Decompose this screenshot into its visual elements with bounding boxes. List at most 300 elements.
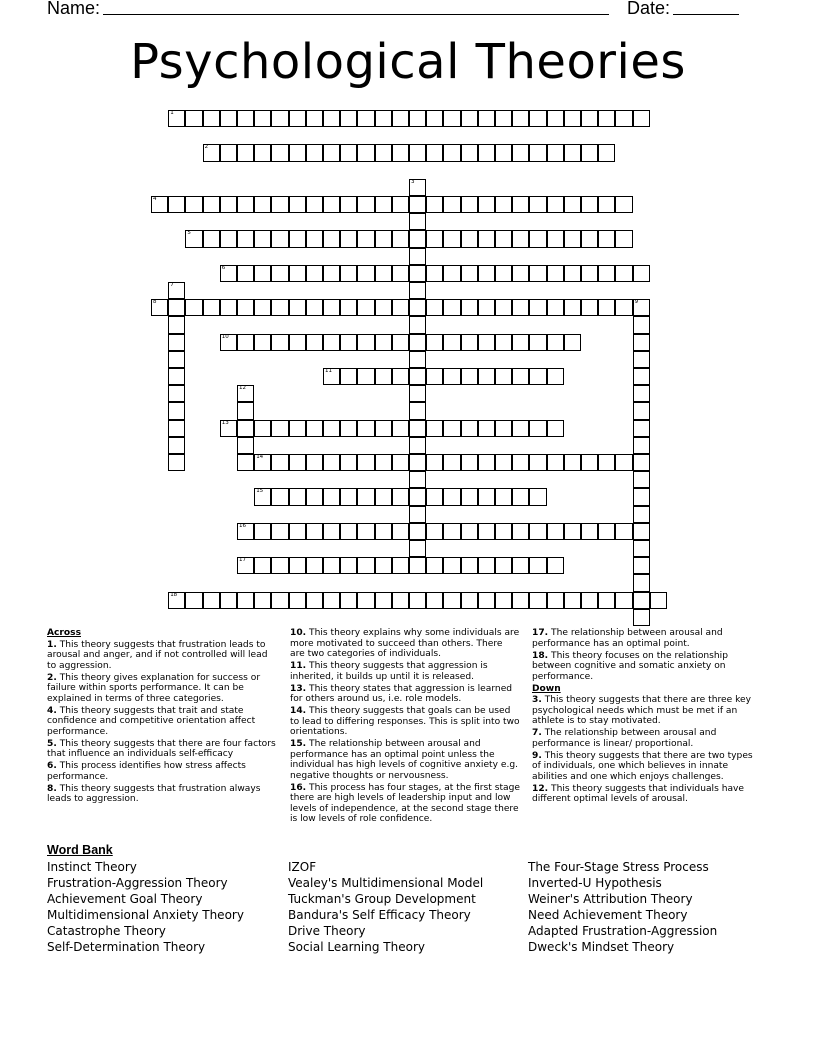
- grid-cell[interactable]: [271, 196, 288, 213]
- grid-cell[interactable]: [168, 334, 185, 351]
- grid-cell[interactable]: [220, 265, 237, 282]
- grid-cell[interactable]: [237, 437, 254, 454]
- grid-cell[interactable]: [254, 230, 271, 247]
- grid-cell[interactable]: [289, 523, 306, 540]
- grid-cell[interactable]: [547, 368, 564, 385]
- grid-cell[interactable]: [409, 351, 426, 368]
- grid-cell[interactable]: [443, 523, 460, 540]
- grid-cell[interactable]: [529, 420, 546, 437]
- grid-cell[interactable]: [581, 454, 598, 471]
- grid-cell[interactable]: [409, 230, 426, 247]
- grid-cell[interactable]: [306, 420, 323, 437]
- grid-cell[interactable]: [409, 454, 426, 471]
- grid-cell[interactable]: [529, 592, 546, 609]
- grid-cell[interactable]: [271, 110, 288, 127]
- grid-cell[interactable]: [220, 420, 237, 437]
- grid-cell[interactable]: [512, 299, 529, 316]
- grid-cell[interactable]: [306, 454, 323, 471]
- grid-cell[interactable]: [289, 265, 306, 282]
- grid-cell[interactable]: [392, 334, 409, 351]
- grid-cell[interactable]: [168, 385, 185, 402]
- grid-cell[interactable]: [254, 110, 271, 127]
- grid-cell[interactable]: [443, 144, 460, 161]
- grid-cell[interactable]: [323, 488, 340, 505]
- grid-cell[interactable]: [495, 196, 512, 213]
- grid-cell[interactable]: [461, 368, 478, 385]
- grid-cell[interactable]: [151, 299, 168, 316]
- grid-cell[interactable]: [564, 230, 581, 247]
- grid-cell[interactable]: [306, 230, 323, 247]
- grid-cell[interactable]: [271, 592, 288, 609]
- grid-cell[interactable]: [615, 230, 632, 247]
- grid-cell[interactable]: [237, 265, 254, 282]
- grid-cell[interactable]: [237, 454, 254, 471]
- grid-cell[interactable]: [168, 110, 185, 127]
- grid-cell[interactable]: [323, 196, 340, 213]
- grid-cell[interactable]: [340, 334, 357, 351]
- grid-cell[interactable]: [289, 299, 306, 316]
- grid-cell[interactable]: [220, 196, 237, 213]
- grid-cell[interactable]: [495, 144, 512, 161]
- grid-cell[interactable]: [478, 230, 495, 247]
- grid-cell[interactable]: [271, 420, 288, 437]
- grid-cell[interactable]: [426, 144, 443, 161]
- grid-cell[interactable]: [409, 471, 426, 488]
- grid-cell[interactable]: [254, 196, 271, 213]
- grid-cell[interactable]: [615, 523, 632, 540]
- grid-cell[interactable]: [289, 144, 306, 161]
- grid-cell[interactable]: [409, 299, 426, 316]
- grid-cell[interactable]: [512, 144, 529, 161]
- grid-cell[interactable]: [461, 299, 478, 316]
- grid-cell[interactable]: [478, 420, 495, 437]
- grid-cell[interactable]: [409, 213, 426, 230]
- grid-cell[interactable]: [237, 420, 254, 437]
- grid-cell[interactable]: [443, 592, 460, 609]
- grid-cell[interactable]: [237, 334, 254, 351]
- grid-cell[interactable]: [340, 454, 357, 471]
- grid-cell[interactable]: [271, 523, 288, 540]
- grid-cell[interactable]: [357, 299, 374, 316]
- grid-cell[interactable]: [271, 557, 288, 574]
- grid-cell[interactable]: [237, 299, 254, 316]
- grid-cell[interactable]: [512, 488, 529, 505]
- grid-cell[interactable]: [168, 402, 185, 419]
- grid-cell[interactable]: [168, 454, 185, 471]
- grid-cell[interactable]: [633, 385, 650, 402]
- grid-cell[interactable]: [409, 437, 426, 454]
- grid-cell[interactable]: [409, 506, 426, 523]
- grid-cell[interactable]: [529, 299, 546, 316]
- grid-cell[interactable]: [633, 523, 650, 540]
- grid-cell[interactable]: [271, 144, 288, 161]
- grid-cell[interactable]: [547, 334, 564, 351]
- grid-cell[interactable]: [375, 420, 392, 437]
- grid-cell[interactable]: [461, 110, 478, 127]
- grid-cell[interactable]: [581, 265, 598, 282]
- grid-cell[interactable]: [564, 299, 581, 316]
- grid-cell[interactable]: [254, 592, 271, 609]
- grid-cell[interactable]: [220, 230, 237, 247]
- grid-cell[interactable]: [323, 420, 340, 437]
- grid-cell[interactable]: [392, 144, 409, 161]
- grid-cell[interactable]: [512, 592, 529, 609]
- grid-cell[interactable]: [254, 488, 271, 505]
- grid-cell[interactable]: [409, 523, 426, 540]
- grid-cell[interactable]: [461, 420, 478, 437]
- grid-cell[interactable]: [512, 557, 529, 574]
- grid-cell[interactable]: [237, 402, 254, 419]
- grid-cell[interactable]: [564, 334, 581, 351]
- grid-cell[interactable]: [633, 351, 650, 368]
- grid-cell[interactable]: [650, 592, 667, 609]
- grid-cell[interactable]: [306, 299, 323, 316]
- grid-cell[interactable]: [323, 110, 340, 127]
- grid-cell[interactable]: [495, 592, 512, 609]
- grid-cell[interactable]: [271, 488, 288, 505]
- grid-cell[interactable]: [375, 110, 392, 127]
- grid-cell[interactable]: [426, 196, 443, 213]
- grid-cell[interactable]: [529, 488, 546, 505]
- grid-cell[interactable]: [392, 110, 409, 127]
- grid-cell[interactable]: [392, 230, 409, 247]
- grid-cell[interactable]: [289, 230, 306, 247]
- grid-cell[interactable]: [306, 592, 323, 609]
- grid-cell[interactable]: [289, 110, 306, 127]
- grid-cell[interactable]: [495, 110, 512, 127]
- grid-cell[interactable]: [581, 110, 598, 127]
- grid-cell[interactable]: [323, 265, 340, 282]
- grid-cell[interactable]: [615, 454, 632, 471]
- grid-cell[interactable]: [409, 420, 426, 437]
- grid-cell[interactable]: [375, 265, 392, 282]
- grid-cell[interactable]: [168, 316, 185, 333]
- grid-cell[interactable]: [392, 368, 409, 385]
- grid-cell[interactable]: [478, 196, 495, 213]
- grid-cell[interactable]: [237, 385, 254, 402]
- grid-cell[interactable]: [203, 110, 220, 127]
- grid-cell[interactable]: [478, 523, 495, 540]
- grid-cell[interactable]: [426, 592, 443, 609]
- grid-cell[interactable]: [633, 471, 650, 488]
- grid-cell[interactable]: [409, 488, 426, 505]
- grid-cell[interactable]: [254, 454, 271, 471]
- grid-cell[interactable]: [461, 230, 478, 247]
- grid-cell[interactable]: [633, 334, 650, 351]
- grid-cell[interactable]: [375, 592, 392, 609]
- grid-cell[interactable]: [547, 523, 564, 540]
- grid-cell[interactable]: [375, 334, 392, 351]
- grid-cell[interactable]: [409, 334, 426, 351]
- grid-cell[interactable]: [323, 557, 340, 574]
- grid-cell[interactable]: [478, 144, 495, 161]
- grid-cell[interactable]: [375, 368, 392, 385]
- grid-cell[interactable]: [547, 454, 564, 471]
- grid-cell[interactable]: [633, 506, 650, 523]
- grid-cell[interactable]: [271, 230, 288, 247]
- grid-cell[interactable]: [357, 557, 374, 574]
- grid-cell[interactable]: [237, 592, 254, 609]
- grid-cell[interactable]: [461, 488, 478, 505]
- grid-cell[interactable]: [323, 334, 340, 351]
- grid-cell[interactable]: [547, 592, 564, 609]
- grid-cell[interactable]: [461, 523, 478, 540]
- grid-cell[interactable]: [633, 488, 650, 505]
- grid-cell[interactable]: [443, 230, 460, 247]
- grid-cell[interactable]: [306, 144, 323, 161]
- grid-cell[interactable]: [426, 488, 443, 505]
- grid-cell[interactable]: [581, 196, 598, 213]
- grid-cell[interactable]: [426, 368, 443, 385]
- grid-cell[interactable]: [392, 488, 409, 505]
- grid-cell[interactable]: [443, 299, 460, 316]
- grid-cell[interactable]: [581, 523, 598, 540]
- grid-cell[interactable]: [254, 420, 271, 437]
- grid-cell[interactable]: [443, 557, 460, 574]
- grid-cell[interactable]: [529, 144, 546, 161]
- grid-cell[interactable]: [633, 540, 650, 557]
- grid-cell[interactable]: [409, 144, 426, 161]
- grid-cell[interactable]: [289, 557, 306, 574]
- grid-cell[interactable]: [340, 368, 357, 385]
- grid-cell[interactable]: [306, 334, 323, 351]
- grid-cell[interactable]: [306, 265, 323, 282]
- grid-cell[interactable]: [512, 523, 529, 540]
- grid-cell[interactable]: [633, 316, 650, 333]
- grid-cell[interactable]: [615, 592, 632, 609]
- grid-cell[interactable]: [392, 196, 409, 213]
- grid-cell[interactable]: [443, 196, 460, 213]
- grid-cell[interactable]: [547, 557, 564, 574]
- grid-cell[interactable]: [598, 523, 615, 540]
- grid-cell[interactable]: [564, 110, 581, 127]
- grid-cell[interactable]: [426, 334, 443, 351]
- grid-cell[interactable]: [168, 368, 185, 385]
- grid-cell[interactable]: [581, 230, 598, 247]
- grid-cell[interactable]: [254, 144, 271, 161]
- grid-cell[interactable]: [512, 230, 529, 247]
- grid-cell[interactable]: [529, 368, 546, 385]
- grid-cell[interactable]: [512, 196, 529, 213]
- grid-cell[interactable]: [633, 402, 650, 419]
- grid-cell[interactable]: [340, 557, 357, 574]
- grid-cell[interactable]: [461, 454, 478, 471]
- grid-cell[interactable]: [615, 265, 632, 282]
- grid-cell[interactable]: [375, 488, 392, 505]
- grid-cell[interactable]: [323, 299, 340, 316]
- grid-cell[interactable]: [203, 230, 220, 247]
- grid-cell[interactable]: [478, 265, 495, 282]
- grid-cell[interactable]: [478, 488, 495, 505]
- grid-cell[interactable]: [426, 110, 443, 127]
- grid-cell[interactable]: [392, 454, 409, 471]
- grid-cell[interactable]: [340, 144, 357, 161]
- grid-cell[interactable]: [306, 110, 323, 127]
- grid-cell[interactable]: [375, 299, 392, 316]
- grid-cell[interactable]: [409, 110, 426, 127]
- grid-cell[interactable]: [237, 230, 254, 247]
- grid-cell[interactable]: [306, 488, 323, 505]
- grid-cell[interactable]: [633, 454, 650, 471]
- grid-cell[interactable]: [392, 592, 409, 609]
- grid-cell[interactable]: [478, 454, 495, 471]
- grid-cell[interactable]: [512, 420, 529, 437]
- grid-cell[interactable]: [581, 592, 598, 609]
- grid-cell[interactable]: [168, 299, 185, 316]
- grid-cell[interactable]: [512, 334, 529, 351]
- grid-cell[interactable]: [375, 144, 392, 161]
- grid-cell[interactable]: [495, 230, 512, 247]
- grid-cell[interactable]: [375, 557, 392, 574]
- grid-cell[interactable]: [633, 557, 650, 574]
- grid-cell[interactable]: [478, 368, 495, 385]
- grid-cell[interactable]: [443, 454, 460, 471]
- grid-cell[interactable]: [254, 265, 271, 282]
- grid-cell[interactable]: [443, 110, 460, 127]
- grid-cell[interactable]: [443, 488, 460, 505]
- grid-cell[interactable]: [564, 265, 581, 282]
- grid-cell[interactable]: [529, 265, 546, 282]
- grid-cell[interactable]: [409, 368, 426, 385]
- grid-cell[interactable]: [598, 265, 615, 282]
- grid-cell[interactable]: [598, 144, 615, 161]
- grid-cell[interactable]: [633, 437, 650, 454]
- grid-cell[interactable]: [151, 196, 168, 213]
- grid-cell[interactable]: [478, 334, 495, 351]
- grid-cell[interactable]: [495, 299, 512, 316]
- grid-cell[interactable]: [271, 454, 288, 471]
- grid-cell[interactable]: [289, 454, 306, 471]
- grid-cell[interactable]: [340, 110, 357, 127]
- grid-cell[interactable]: [357, 488, 374, 505]
- grid-cell[interactable]: [529, 454, 546, 471]
- grid-cell[interactable]: [409, 592, 426, 609]
- grid-cell[interactable]: [529, 230, 546, 247]
- grid-cell[interactable]: [340, 265, 357, 282]
- grid-cell[interactable]: [168, 592, 185, 609]
- grid-cell[interactable]: [168, 437, 185, 454]
- grid-cell[interactable]: [185, 110, 202, 127]
- grid-cell[interactable]: [357, 592, 374, 609]
- grid-cell[interactable]: [495, 557, 512, 574]
- grid-cell[interactable]: [529, 557, 546, 574]
- grid-cell[interactable]: [598, 454, 615, 471]
- grid-cell[interactable]: [289, 488, 306, 505]
- grid-cell[interactable]: [271, 265, 288, 282]
- grid-cell[interactable]: [495, 454, 512, 471]
- grid-cell[interactable]: [375, 454, 392, 471]
- grid-cell[interactable]: [168, 282, 185, 299]
- grid-cell[interactable]: [633, 110, 650, 127]
- grid-cell[interactable]: [323, 454, 340, 471]
- grid-cell[interactable]: [306, 196, 323, 213]
- grid-cell[interactable]: [409, 557, 426, 574]
- grid-cell[interactable]: [237, 144, 254, 161]
- grid-cell[interactable]: [203, 299, 220, 316]
- grid-cell[interactable]: [340, 196, 357, 213]
- grid-cell[interactable]: [254, 334, 271, 351]
- grid-cell[interactable]: [564, 454, 581, 471]
- grid-cell[interactable]: [633, 420, 650, 437]
- grid-cell[interactable]: [512, 454, 529, 471]
- grid-cell[interactable]: [615, 196, 632, 213]
- grid-cell[interactable]: [409, 196, 426, 213]
- grid-cell[interactable]: [547, 196, 564, 213]
- grid-cell[interactable]: [564, 144, 581, 161]
- grid-cell[interactable]: [443, 265, 460, 282]
- grid-cell[interactable]: [564, 196, 581, 213]
- grid-cell[interactable]: [547, 144, 564, 161]
- grid-cell[interactable]: [289, 420, 306, 437]
- grid-cell[interactable]: [409, 282, 426, 299]
- grid-cell[interactable]: [547, 265, 564, 282]
- grid-cell[interactable]: [495, 523, 512, 540]
- grid-cell[interactable]: [461, 557, 478, 574]
- grid-cell[interactable]: [392, 420, 409, 437]
- grid-cell[interactable]: [564, 592, 581, 609]
- grid-cell[interactable]: [392, 299, 409, 316]
- grid-cell[interactable]: [237, 557, 254, 574]
- grid-cell[interactable]: [512, 265, 529, 282]
- grid-cell[interactable]: [615, 299, 632, 316]
- grid-cell[interactable]: [478, 592, 495, 609]
- grid-cell[interactable]: [392, 557, 409, 574]
- grid-cell[interactable]: [340, 299, 357, 316]
- grid-cell[interactable]: [220, 144, 237, 161]
- grid-cell[interactable]: [357, 454, 374, 471]
- grid-cell[interactable]: [357, 523, 374, 540]
- grid-cell[interactable]: [323, 230, 340, 247]
- grid-cell[interactable]: [529, 196, 546, 213]
- grid-cell[interactable]: [409, 179, 426, 196]
- grid-cell[interactable]: [409, 316, 426, 333]
- grid-cell[interactable]: [409, 540, 426, 557]
- grid-cell[interactable]: [375, 196, 392, 213]
- grid-cell[interactable]: [426, 557, 443, 574]
- grid-cell[interactable]: [306, 523, 323, 540]
- grid-cell[interactable]: [203, 196, 220, 213]
- grid-cell[interactable]: [254, 523, 271, 540]
- grid-cell[interactable]: [185, 196, 202, 213]
- grid-cell[interactable]: [237, 523, 254, 540]
- grid-cell[interactable]: [185, 592, 202, 609]
- grid-cell[interactable]: [254, 299, 271, 316]
- grid-cell[interactable]: [203, 592, 220, 609]
- grid-cell[interactable]: [633, 574, 650, 591]
- grid-cell[interactable]: [426, 523, 443, 540]
- grid-cell[interactable]: [323, 368, 340, 385]
- grid-cell[interactable]: [633, 265, 650, 282]
- grid-cell[interactable]: [598, 110, 615, 127]
- grid-cell[interactable]: [323, 523, 340, 540]
- grid-cell[interactable]: [461, 196, 478, 213]
- grid-cell[interactable]: [495, 488, 512, 505]
- grid-cell[interactable]: [426, 299, 443, 316]
- grid-cell[interactable]: [323, 592, 340, 609]
- grid-cell[interactable]: [564, 523, 581, 540]
- grid-cell[interactable]: [220, 592, 237, 609]
- grid-cell[interactable]: [289, 196, 306, 213]
- grid-cell[interactable]: [512, 368, 529, 385]
- grid-cell[interactable]: [357, 110, 374, 127]
- grid-cell[interactable]: [598, 196, 615, 213]
- grid-cell[interactable]: [168, 196, 185, 213]
- grid-cell[interactable]: [443, 368, 460, 385]
- grid-cell[interactable]: [357, 420, 374, 437]
- grid-cell[interactable]: [581, 299, 598, 316]
- grid-cell[interactable]: [426, 230, 443, 247]
- grid-cell[interactable]: [203, 144, 220, 161]
